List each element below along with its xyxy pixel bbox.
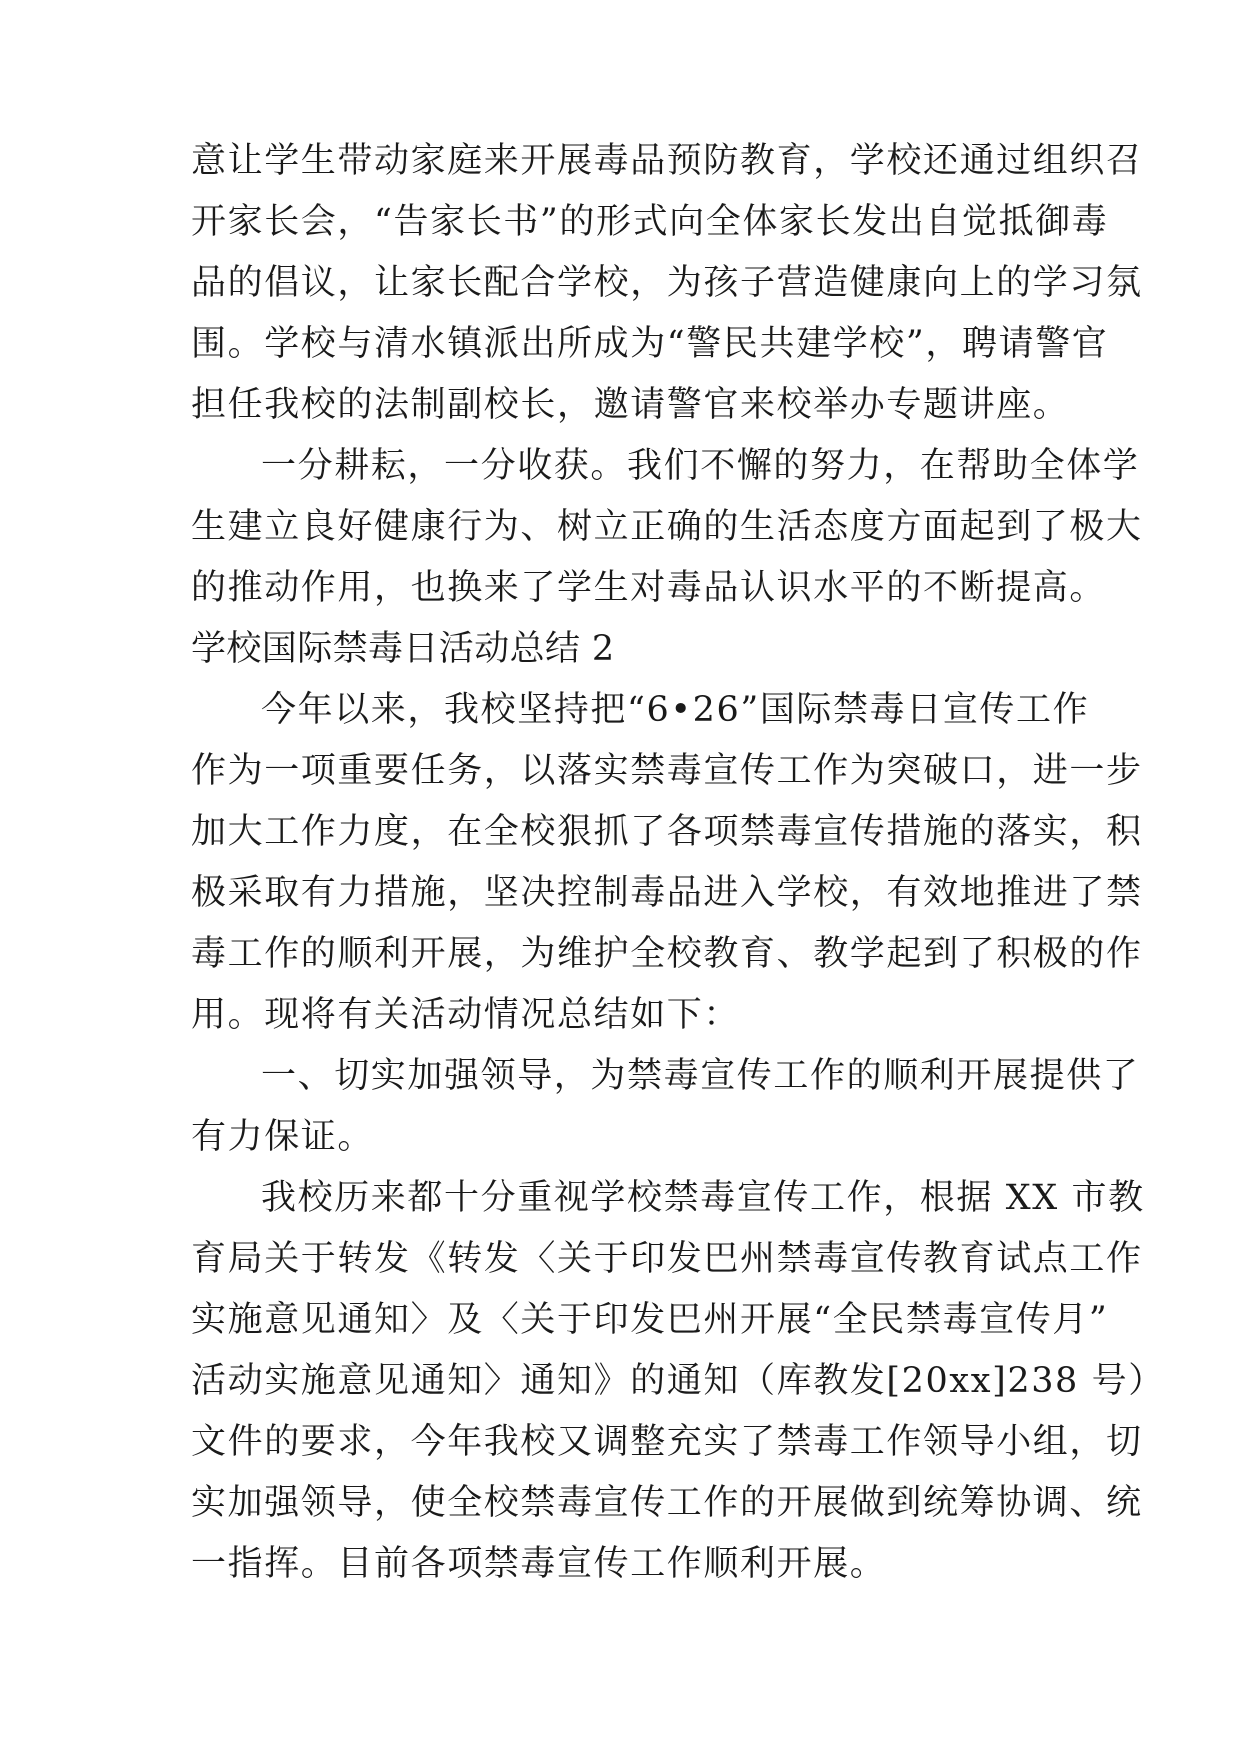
text-line: 实施意见通知〉及〈关于印发巴州开展“全民禁毒宣传月” (191, 1300, 1109, 1340)
paragraph-start-line: 一分耕耘，一分收获。我们不懈的努力，在帮助全体学 (261, 446, 1140, 486)
paragraph-start-line: 我校历来都十分重视学校禁毒宣传工作，根据 XX 市教 (261, 1178, 1145, 1218)
text-line: 开家长会，“告家长书”的形式向全体家长发出自觉抵御毒 (191, 202, 1109, 242)
text-line: 担任我校的法制副校长，邀请警官来校举办专题讲座。 (191, 385, 1070, 425)
text-line: 生建立良好健康行为、树立正确的生活态度方面起到了极大 (191, 507, 1143, 547)
text-line: 文件的要求，今年我校又调整充实了禁毒工作领导小组，切 (191, 1422, 1143, 1462)
text-line: 意让学生带动家庭来开展毒品预防教育，学校还通过组织召 (191, 141, 1143, 181)
text-line: 育局关于转发《转发〈关于印发巴州禁毒宣传教育试点工作 (191, 1239, 1143, 1279)
document-body (191, 131, 1165, 1595)
paragraph-start-line: 一、切实加强领导，为禁毒宣传工作的顺利开展提供了 (261, 1056, 1140, 1096)
text-line: 有力保证。 (191, 1117, 375, 1157)
text-line: 作为一项重要任务，以落实禁毒宣传工作为突破口，进一步 (191, 751, 1143, 791)
section-heading: 学校国际禁毒日活动总结 2 (191, 629, 615, 669)
text-line: 活动实施意见通知〉通知》的通知（库教发[20xx]238 号） (191, 1361, 1165, 1401)
text-line: 的推动作用，也换来了学生对毒品认识水平的不断提高。 (191, 568, 1107, 608)
text-line: 加大工作力度，在全校狠抓了各项禁毒宣传措施的落实，积 (191, 812, 1143, 852)
text-line: 一指挥。目前各项禁毒宣传工作顺利开展。 (191, 1544, 887, 1584)
paragraph-start-line: 今年以来，我校坚持把“6•26”国际禁毒日宣传工作 (261, 690, 1090, 730)
text-line: 实加强领导，使全校禁毒宣传工作的开展做到统筹协调、统 (191, 1483, 1143, 1523)
text-line: 用。现将有关活动情况总结如下： (191, 995, 741, 1035)
text-line: 品的倡议，让家长配合学校，为孩子营造健康向上的学习氛 (191, 263, 1143, 303)
text-line: 极采取有力措施，坚决控制毒品进入学校，有效地推进了禁 (191, 873, 1143, 913)
text-line: 围。学校与清水镇派出所成为“警民共建学校”，聘请警官 (191, 324, 1109, 364)
text-line: 毒工作的顺利开展，为维护全校教育、教学起到了积极的作 (191, 934, 1143, 974)
